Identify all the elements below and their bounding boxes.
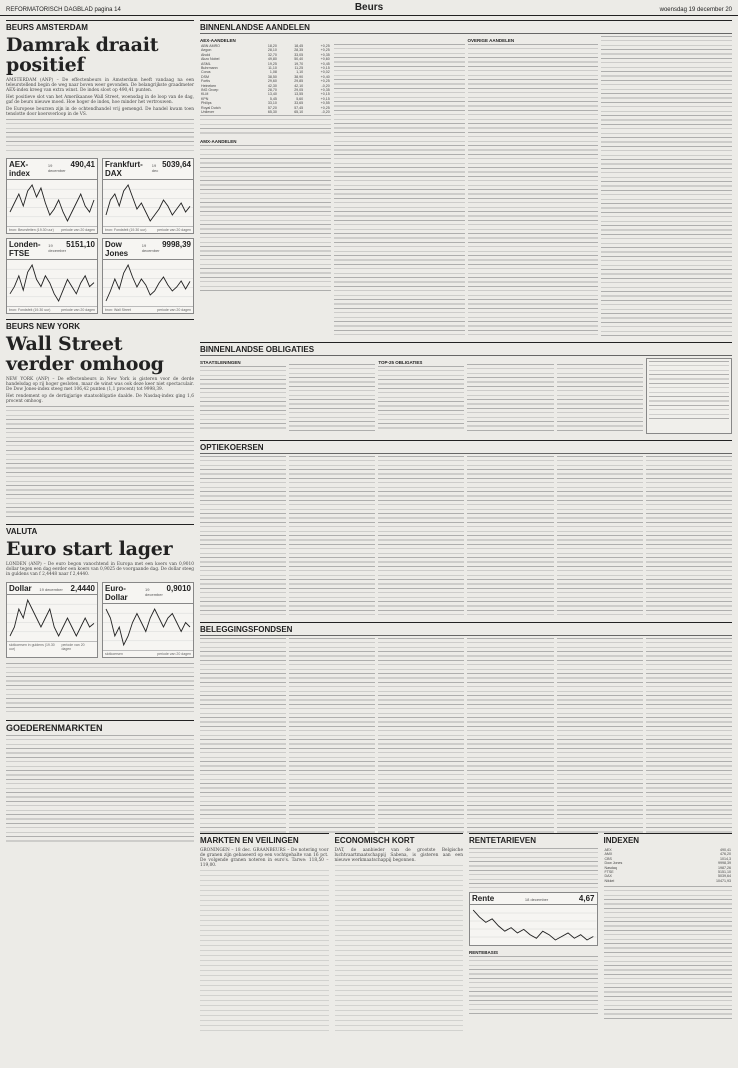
paragraph: LONDEN (ANP) – De euro begon vanochtend in Europa met een koers van 0,9010 dollar tegen een dag eerder een koers van 0,9025 de voorgaande dag. De dollar steeg in guldens van f 2,4448 naar f 2,4440.	[6, 562, 194, 577]
fondsen-table	[646, 638, 732, 834]
line-chart	[103, 604, 193, 650]
economisch-text: DAT, de aanbieder van de grootste Belgische luchtvaartmaatschappij Sabena, is gisteren aan een nieuwe werkmaatschappij begonnen.	[334, 848, 463, 863]
table-cell: DSM	[201, 74, 209, 79]
headline-euro: Euro start lager	[6, 538, 173, 560]
paragraph: Het rendement op de dertigjarige staatsobligatie daalde. De Nasdaq-index ging 1,6 procent omhoog.	[6, 394, 194, 404]
goederenmarkten-table	[6, 735, 194, 843]
table-cell: ASML	[201, 61, 211, 66]
section-goederenmarkten: GOEDERENMARKTEN	[6, 720, 194, 733]
index-chart	[102, 582, 194, 658]
optie-table	[289, 456, 375, 616]
table-cell: 33,10	[267, 101, 277, 106]
chart-header	[7, 239, 97, 260]
table-cell: 65,30	[267, 110, 277, 115]
rente-column	[469, 833, 598, 1035]
chart-name: Rente	[472, 894, 495, 903]
table-cell: 49,80	[267, 57, 277, 62]
table-cell: 1014,3	[720, 856, 731, 861]
chart-name: Euro-Dollar	[105, 584, 128, 602]
section-binnenlandse-obligaties: BINNENLANDSE OBLIGATIES	[200, 342, 732, 356]
chart-value: 5151,10	[66, 240, 95, 249]
overige-aandelen-title: OVERIGE AANDELEN	[467, 38, 515, 43]
obligaties-table	[467, 364, 553, 434]
index-chart	[102, 238, 194, 314]
table-cell: Royal Dutch	[201, 105, 221, 110]
fondsen-table	[467, 638, 553, 834]
table-cell: Akzo Nobel	[201, 57, 220, 62]
table-cell: DAX	[604, 874, 612, 879]
chart-header	[103, 239, 193, 260]
chart-date: 19 december	[145, 587, 163, 597]
table-cell: 18,45	[294, 44, 304, 48]
afkortingen-box	[646, 358, 732, 434]
article-new-york	[6, 377, 194, 446]
aex-table-continuation	[200, 115, 331, 137]
chart-source: bron: Fondsfeit (19.30 uur)	[105, 228, 147, 232]
page-header	[0, 0, 738, 16]
table-cell: 57,20	[267, 105, 277, 110]
chart-date: 19 december	[141, 243, 160, 253]
chart-date: 19 december	[48, 243, 67, 253]
article-text-continuation	[6, 119, 194, 153]
economisch-column	[335, 833, 464, 1035]
section-optiekoersen: OPTIEKOERSEN	[200, 440, 732, 454]
table-cell: FTSE	[604, 870, 614, 875]
table-cell: 29,85	[294, 79, 304, 84]
obligaties-table	[378, 366, 464, 430]
table-cell: Corus	[201, 70, 211, 75]
table-cell: 28,35	[294, 48, 304, 53]
table-cell: 11,25	[294, 66, 304, 71]
chart-date: 18 december	[524, 897, 549, 902]
table-cell: 11,10	[268, 66, 277, 71]
chart-period: periode van 20 dagen	[61, 643, 85, 651]
table-cell: 1,10	[296, 70, 304, 75]
table-cell: +0,55	[320, 101, 330, 106]
table-cell: 5039,64	[718, 874, 731, 879]
optie-table	[646, 456, 732, 616]
table-cell: 50,40	[294, 57, 304, 62]
table-cell: +0,25	[320, 105, 330, 110]
markten-text: GRONINGEN – 18 dec. GRAANBEURS – De notering voor de granen zijn gebaseerd op een vochtgehalte van 16 pct. De volgende granen noteren in euro's. Tarwe: 118,50 – 119,00.	[200, 848, 329, 868]
chart-name: Dow Jones	[105, 240, 129, 258]
markten-text-continuation	[200, 870, 329, 1034]
fondsen-table	[200, 638, 286, 834]
table-cell: +0,45	[320, 61, 330, 66]
headline-damrak: Damrak draait positief	[6, 34, 159, 76]
aex-column	[200, 36, 331, 338]
fondsen-grid	[200, 638, 732, 834]
top25-column	[378, 358, 464, 434]
overige-table	[468, 44, 599, 336]
chart-value: 4,67	[578, 894, 595, 903]
chart-value: 490,41	[70, 160, 95, 169]
section-valuta: VALUTA	[6, 524, 194, 536]
indexen-column	[604, 833, 733, 1035]
chart-header	[7, 583, 97, 595]
staatsleningen-title: STAATSLENINGEN	[200, 360, 241, 365]
chart-value: 9998,39	[162, 240, 191, 249]
rentetarieven-title: RENTETARIEVEN	[469, 833, 598, 845]
chart-period: periode van 20 dagen	[157, 652, 191, 656]
table-cell: 19,70	[294, 61, 304, 66]
page-number: REFORMATORISCH DAGBLAD pagina 14	[6, 7, 121, 13]
paragraph: AMSTERDAM (ANP) – De effectenbeurs in Amsterdam heeft vandaag na een teleurstellend begin de weg naar boven weer gevonden. De belangrijkste graadmeter AEX-index kreeg van extra winst. De index sloot op 490,41 punten.	[6, 78, 194, 93]
table-cell: 1987,26	[718, 865, 731, 870]
chart-header	[470, 893, 597, 905]
table-cell: Aegon	[201, 48, 212, 53]
section-beurs-new-york: BEURS NEW YORK	[6, 319, 194, 331]
index-charts	[6, 158, 194, 314]
indexen-table-continuation	[604, 886, 733, 1022]
table-cell: +0,15	[320, 66, 330, 71]
table-cell: +0,02	[320, 70, 330, 75]
chart-source: bron: Wall Street	[105, 308, 131, 312]
left-column	[6, 20, 194, 843]
optie-grid	[200, 456, 732, 616]
chart-period: periode van 20 dagen	[157, 228, 191, 232]
table-cell: 33,65	[294, 101, 304, 106]
chart-footer	[103, 306, 193, 313]
paragraph: De Europese beurzen zijn in de ochtendhandel vrij gemengd. De handel kwam toen tenslotte door koersverloop in de VS.	[6, 107, 194, 117]
series-line	[106, 185, 190, 221]
series-line	[10, 600, 94, 636]
table-row	[604, 879, 733, 883]
chart-source: bron: Fondsfeit (19.30 uur)	[9, 308, 51, 312]
bottom-row	[200, 833, 732, 1035]
chart-footer	[7, 226, 97, 233]
optie-table	[467, 456, 553, 616]
series-line	[10, 265, 94, 301]
table-cell: 1,08	[269, 70, 277, 75]
index-chart	[6, 238, 98, 314]
table-cell: -0,20	[321, 110, 330, 115]
chart-footer	[103, 650, 193, 657]
table-cell: Fortis	[201, 79, 210, 84]
economisch-text-continuation	[335, 865, 464, 1035]
index-chart	[6, 158, 98, 234]
table-cell: +0,15	[320, 96, 330, 101]
afkortingen-list	[649, 361, 729, 421]
table-cell: 33,05	[294, 52, 304, 57]
chart-source: slotkoersen in guldens (19.30 uur)	[9, 643, 55, 651]
table-cell: +0,25	[320, 48, 330, 53]
obligaties-table	[557, 364, 643, 434]
markten-column	[200, 833, 329, 1035]
table-cell: 5,60	[296, 96, 304, 101]
table-cell: 29,05	[294, 88, 304, 93]
line-chart	[7, 180, 97, 226]
chart-value: 5039,64	[162, 160, 191, 169]
series-line	[473, 910, 593, 940]
table-cell: Nikkei	[604, 878, 615, 883]
amx-table	[200, 145, 331, 291]
vreemd-geld-table	[6, 663, 194, 715]
table-cell: 10471,93	[716, 878, 731, 883]
chart-period: periode van 20 dagen	[61, 308, 95, 312]
table-cell: +0,35	[320, 88, 330, 93]
series-line	[10, 185, 94, 221]
page-date: woensdag 19 december 20	[659, 7, 732, 13]
chart-source: bron: Beursfeiten (19.30 uur)	[9, 228, 54, 232]
amx-aandelen-title: AMX-AANDELEN	[200, 138, 237, 144]
chart-value: 2,4440	[70, 584, 95, 593]
chart-header	[7, 159, 97, 180]
series-line	[106, 265, 190, 301]
series-line	[106, 609, 190, 645]
table-cell: 9998,39	[718, 861, 731, 866]
amerikaanse-koersen-table	[6, 450, 194, 518]
table-cell: Buhrmann	[201, 66, 218, 71]
table-cell: 28,70	[267, 88, 277, 93]
right-area	[200, 20, 732, 834]
obligaties-grid	[200, 358, 732, 434]
rente-line-chart	[470, 905, 597, 945]
table-cell: ABN AMRO	[201, 44, 220, 48]
fondsen-table	[557, 638, 643, 834]
valuta-charts	[6, 582, 194, 658]
chart-footer	[7, 306, 97, 313]
chart-name: Dollar	[9, 584, 32, 593]
table-cell: 13,40	[267, 92, 277, 97]
table-cell: 13,55	[294, 92, 304, 97]
optie-table	[557, 456, 643, 616]
headline-wall-street: Wall Street verder omhoog	[6, 333, 164, 375]
obligaties-column	[289, 358, 375, 434]
rentebasis-table	[469, 956, 598, 1014]
optie-table	[200, 456, 286, 616]
table-cell: 476,20	[720, 852, 731, 857]
article-text-continuation	[6, 406, 194, 446]
chart-source: slotkoersen	[105, 652, 123, 656]
table-cell: 18,20	[267, 44, 277, 48]
chart-date: 19 december	[39, 587, 63, 592]
indexen-title: INDEXEN	[604, 833, 733, 845]
chart-name: Londen-FTSE	[9, 240, 41, 258]
fondsen-table	[378, 638, 464, 834]
section-binnenlandse-aandelen: BINNENLANDSE AANDELEN	[200, 20, 732, 34]
section-beurs-amsterdam: BEURS AMSTERDAM	[6, 20, 194, 32]
optie-table	[378, 456, 464, 616]
table-cell: Heineken	[201, 83, 217, 88]
chart-name: AEX-index	[9, 160, 30, 178]
table-cell: ING Groep	[201, 88, 219, 93]
table-cell: 28,10	[267, 48, 277, 53]
table-cell: 57,45	[294, 105, 304, 110]
table-cell: +0,25	[320, 79, 330, 84]
rente-chart	[469, 892, 598, 946]
index-chart	[6, 582, 98, 658]
table-cell: 490,41	[720, 848, 731, 852]
obligaties-column	[557, 358, 643, 434]
chart-date: 19 dec	[151, 163, 159, 173]
table-cell: Philips	[201, 101, 212, 106]
table-cell: +0,15	[320, 92, 330, 97]
chart-name: Frankfurt-DAX	[105, 160, 143, 178]
staats-column	[200, 358, 286, 434]
table-cell: Nasdaq	[604, 865, 617, 870]
table-cell: 29,60	[267, 79, 277, 84]
aandelen-column-4	[601, 36, 732, 338]
rente-table	[469, 848, 598, 888]
line-chart	[7, 595, 97, 641]
table-cell: 38,90	[294, 74, 304, 79]
chart-header	[103, 159, 193, 180]
article-valuta	[6, 562, 194, 577]
table-cell: AMX	[604, 852, 613, 857]
table-cell: +0,40	[320, 74, 330, 79]
table-cell: CBS	[604, 856, 612, 861]
chart-date: 19 december	[47, 163, 66, 173]
table-cell: -0,20	[321, 83, 330, 88]
chart-period: periode van 20 dagen	[157, 308, 191, 312]
table-cell: AEX	[604, 848, 612, 852]
aandelen-table	[601, 36, 732, 338]
table-cell: KPN	[201, 96, 209, 101]
obligaties-table	[200, 366, 286, 430]
line-chart	[103, 180, 193, 226]
table-cell: 42,30	[267, 83, 277, 88]
chart-footer	[103, 226, 193, 233]
paragraph: Het positieve slot van het Amerikaanse Wall Street, woensdag in de loop van de dag, gaf de beurs nieuwe moed. Hoe hoger de index, hoe minder het vertrouwen.	[6, 95, 194, 105]
aandelen-column-2	[334, 36, 465, 338]
table-cell: 5,45	[269, 96, 277, 101]
table-cell: 19,25	[267, 61, 277, 66]
chart-value: 0,9010	[166, 584, 191, 593]
line-chart	[7, 260, 97, 306]
top25-title: TOP-25 OBLIGATIES	[378, 360, 423, 365]
table-cell: 5151,10	[718, 870, 731, 875]
table-cell: KLM	[201, 92, 209, 97]
overige-column	[468, 36, 599, 338]
aex-aandelen-title: AEX-AANDELEN	[200, 38, 236, 43]
article-amsterdam	[6, 78, 194, 153]
table-cell: Ahold	[201, 52, 211, 57]
table-cell: 38,50	[267, 74, 277, 79]
index-chart	[102, 158, 194, 234]
table-cell: 65,10	[294, 110, 304, 115]
table-cell: +0,35	[320, 52, 330, 57]
markten-en-veilingen-title: MARKTEN EN VEILINGEN	[200, 833, 329, 845]
aandelen-table	[334, 44, 465, 338]
chart-header	[103, 583, 193, 604]
aex-table	[200, 44, 331, 115]
table-cell: 32,70	[267, 52, 277, 57]
fondsen-table	[289, 638, 375, 834]
rentebasis-title: RENTEBASIS	[469, 950, 499, 955]
table-cell: +0,25	[320, 44, 330, 48]
obligaties-column	[467, 358, 553, 434]
table-cell: 42,10	[294, 83, 304, 88]
indexen-table	[604, 848, 733, 883]
table-cell: Unilever	[201, 110, 215, 115]
section-beleggingsfondsen: BELEGGINGSFONDSEN	[200, 622, 732, 636]
page-section-title: Beurs	[354, 2, 384, 13]
aandelen-grid	[200, 36, 732, 338]
line-chart	[103, 260, 193, 306]
table-cell: +0,60	[320, 57, 330, 62]
obligaties-table	[289, 364, 375, 434]
chart-period: periode van 20 dagen	[61, 228, 95, 232]
paragraph: NEW YORK (ANP) – De effectenbeurs in New York is gisteren voor de derde handelsdag op rij hoger gesloten, maar de winst was ook deze keer niet spectaculair. De Dow Jones-index steeg met 106,42 punten (1,1 procent) tot 9998,39.	[6, 377, 194, 392]
economisch-kort-title: ECONOMISCH KORT	[335, 833, 464, 845]
table-cell: Dow Jones	[604, 861, 623, 866]
chart-footer	[7, 641, 97, 652]
